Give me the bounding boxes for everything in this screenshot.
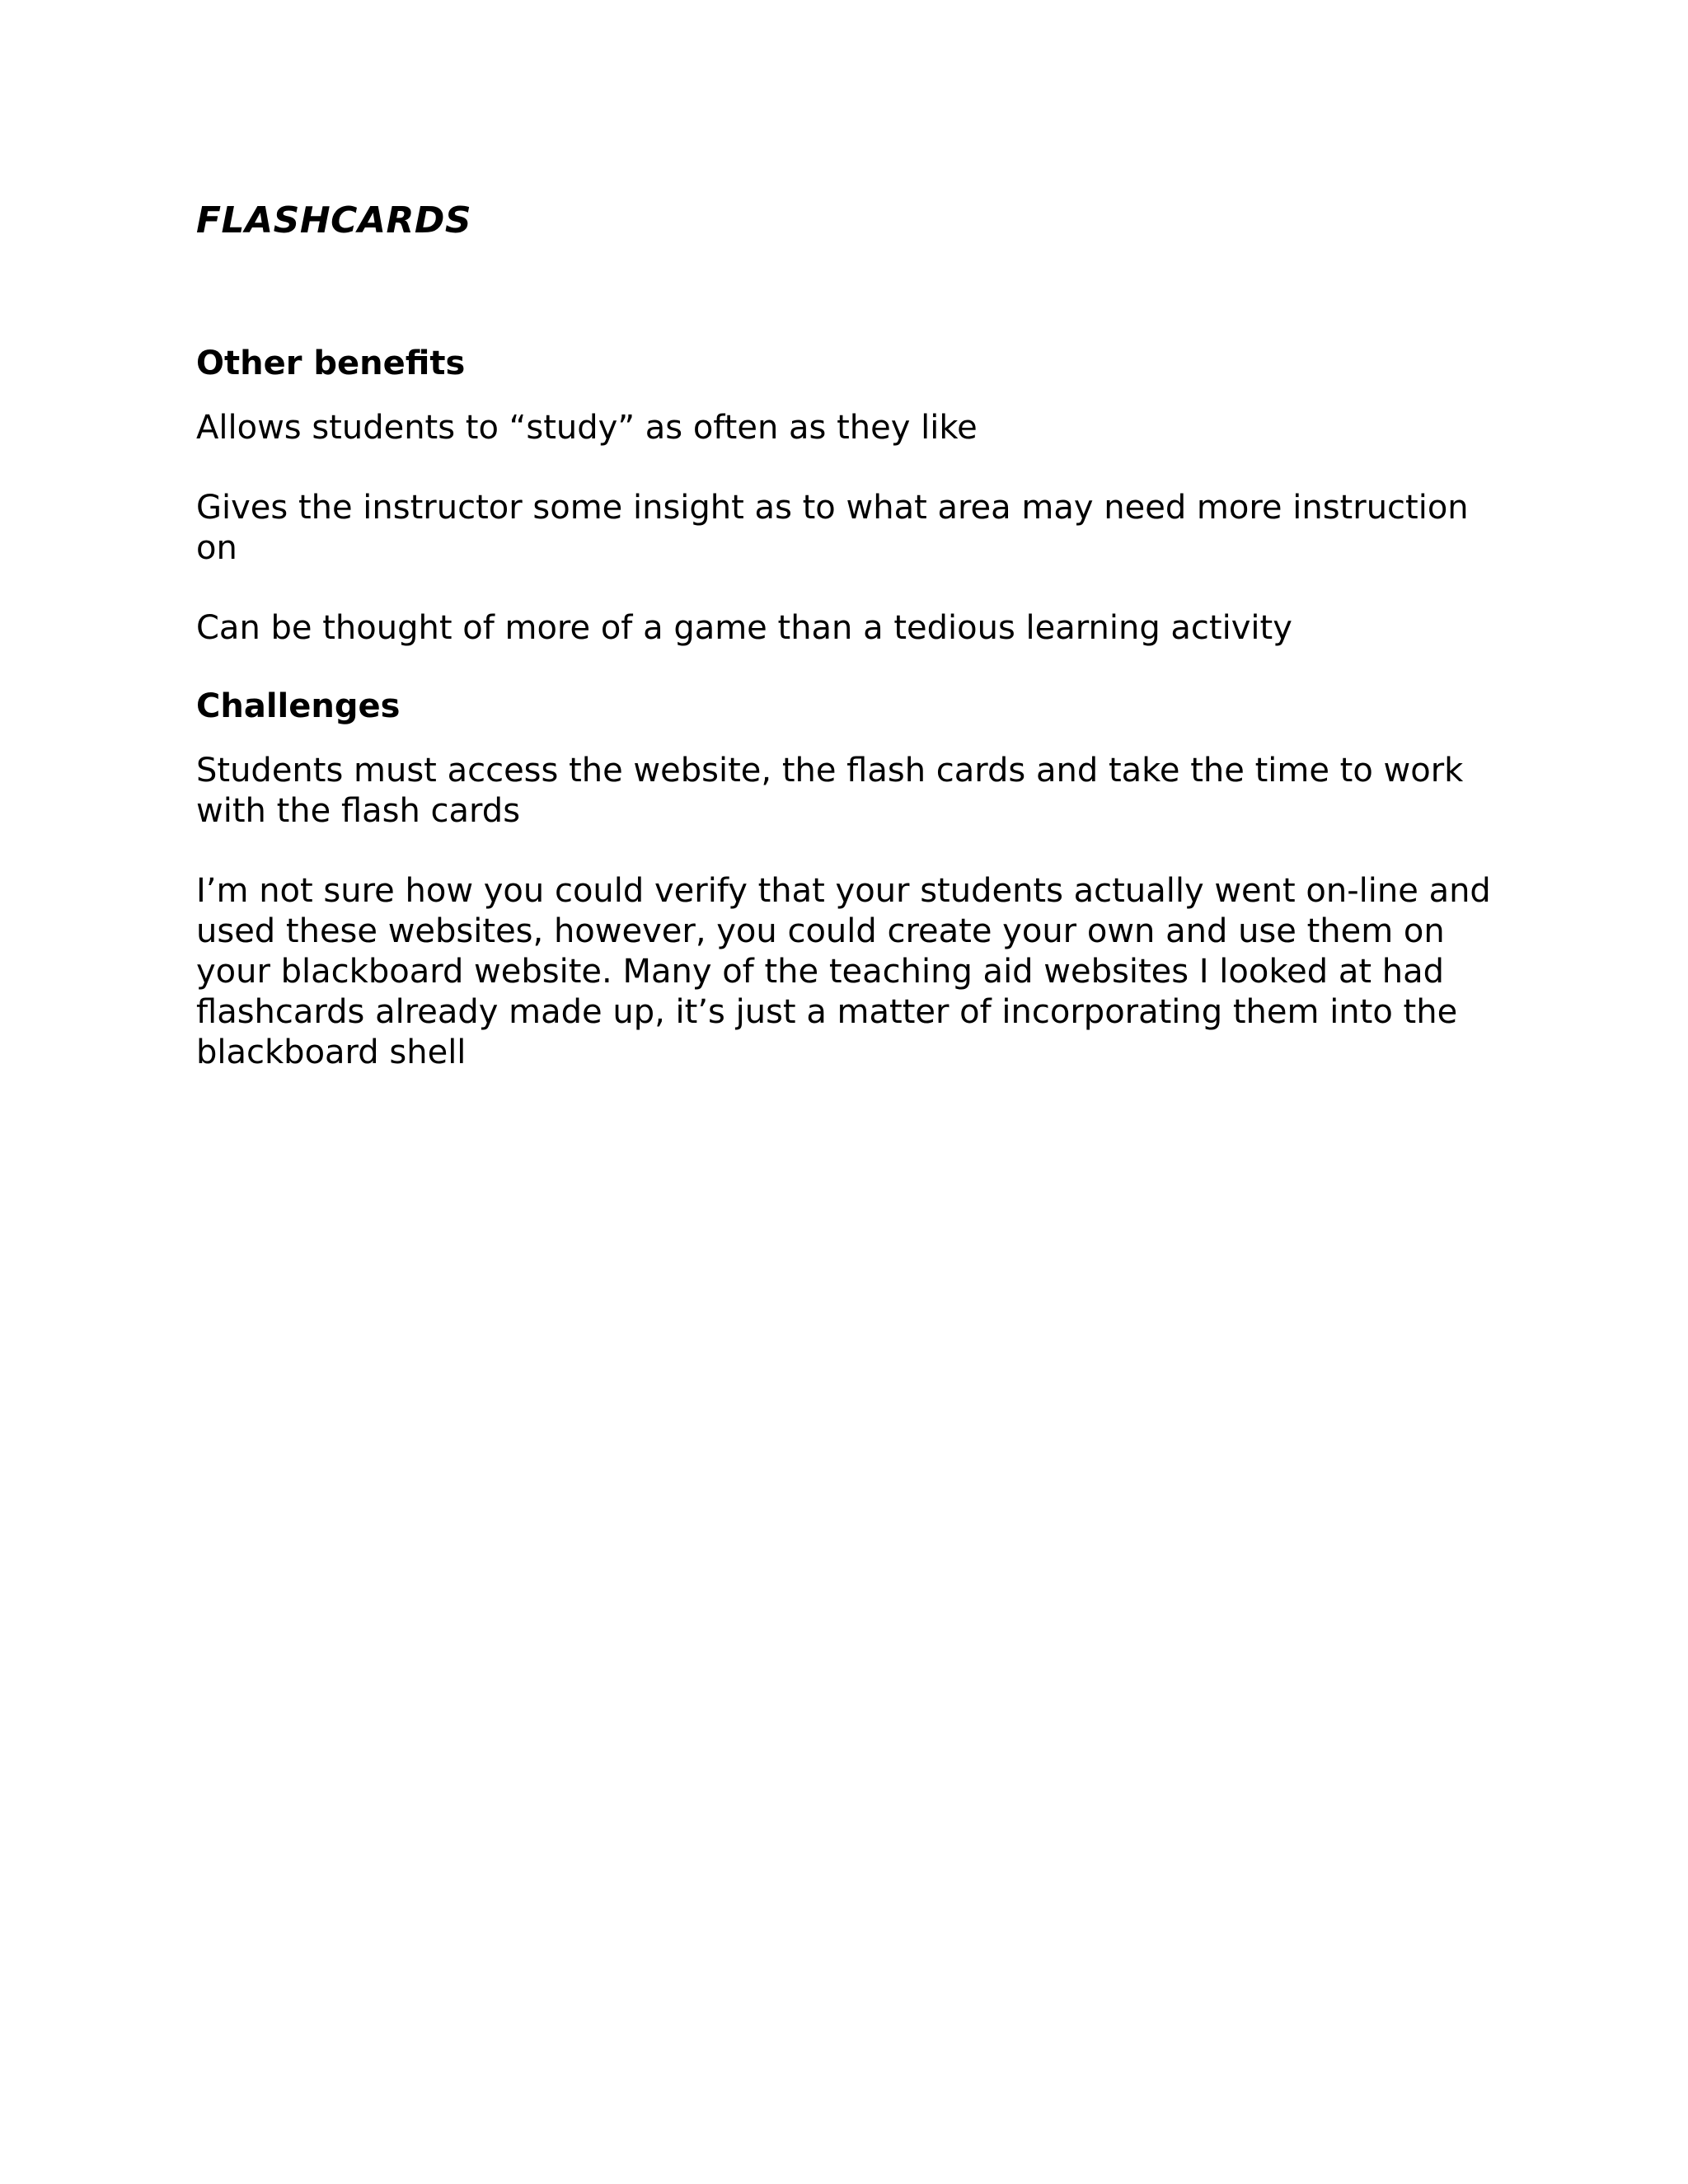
document-body <box>196 196 1515 1073</box>
challenge-paragraph-access: Students must access the website, the flash cards and take the time to work with the flash cards <box>196 752 1464 830</box>
benefit-paragraph-study: Allows students to “study” as often as they like <box>196 409 978 447</box>
section-heading-other-benefits: Other benefits <box>196 344 466 382</box>
benefit-paragraph-game: Can be thought of more of a game than a tedious learning activity <box>196 609 1292 647</box>
challenge-paragraph-verify: I’m not sure how you could verify that your students actually went on-line and used these websites, however, you could create your own and use them on your blackboard website. Many of the teaching aid websites I looked at had flashcards already made up, it’s just a matter of incorporating them into the blackboard shell <box>196 872 1491 1071</box>
section-heading-challenges: Challenges <box>196 687 401 725</box>
document-title: FLASHCARDS <box>196 199 472 241</box>
benefit-paragraph-insight: Gives the instructor some insight as to what area may need more instruction on <box>196 489 1469 567</box>
